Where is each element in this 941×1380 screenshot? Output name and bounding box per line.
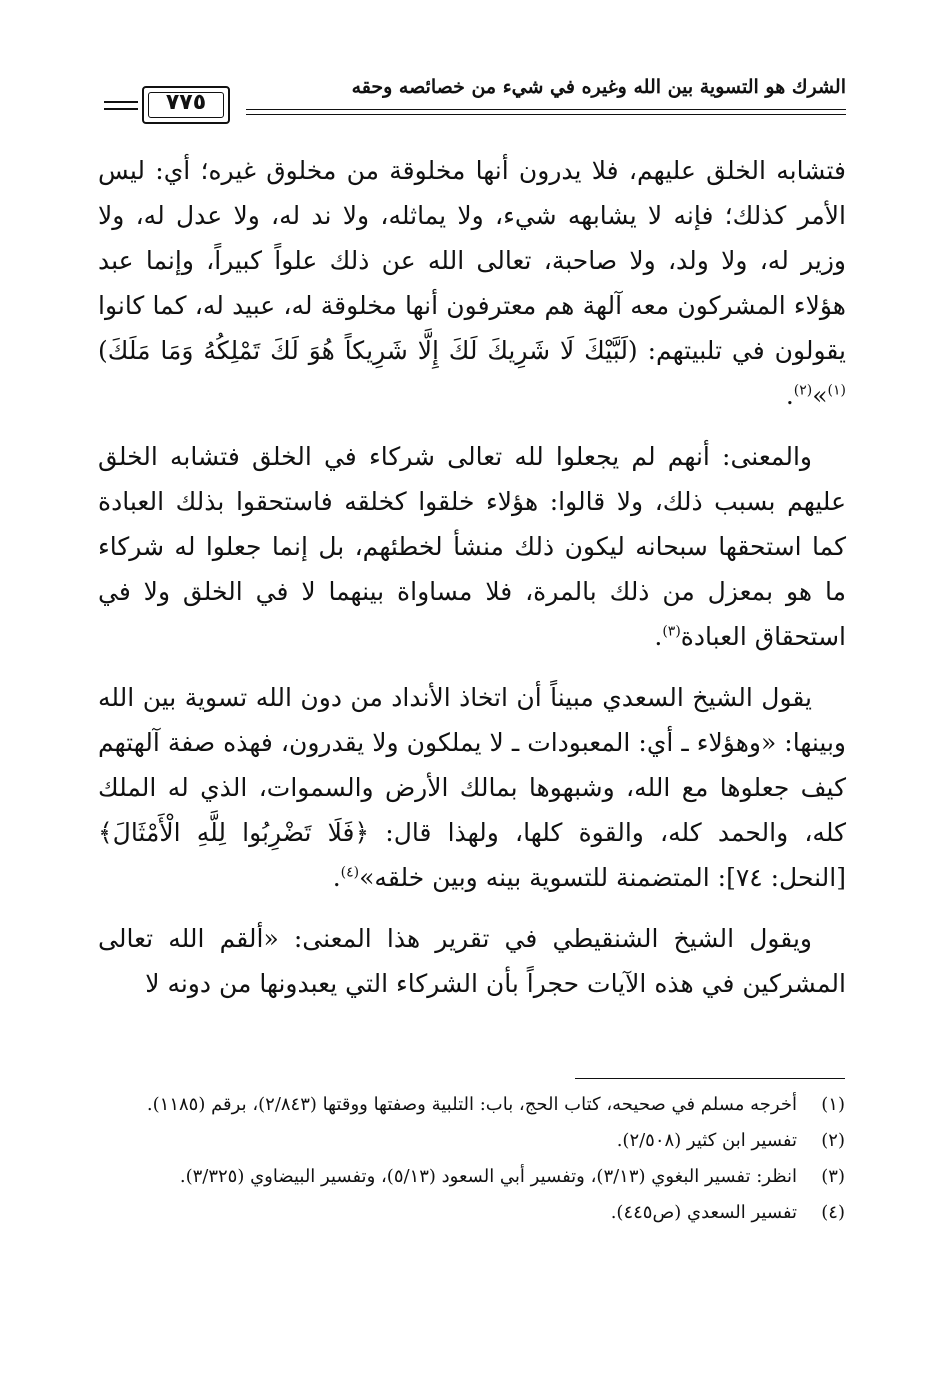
- footnote-number: (٢): [821, 1130, 845, 1151]
- footnote-number: (١): [821, 1094, 845, 1115]
- paragraph-3-end: .: [332, 863, 341, 892]
- paragraph-1-quote-close: »: [812, 381, 828, 410]
- ornament-line: [104, 108, 138, 110]
- paragraph-2: [98, 434, 846, 659]
- paragraph-3-text: يقول الشيخ السعدي مبيناً أن اتخاذ الأنداد من دون الله تسوية بين الله وبينها: «وهؤلاء ـ أي: المعبودات ـ لا يملكون ولا يقدرون، فهذه صفة آلهتهم كيف جعلوها مع الله، وشبهوها بمالك الأرض والسموات، الذي له الملك كله، والحمد كله، والقوة كلها، ولهذا قال: ﴿فَلَا تَضْرِبُوا لِلَّهِ الْأَمْثَالَ﴾ [النحل: ٧٤]: المتضمنة للتسوية بينه وبين خلقه»: [98, 683, 846, 892]
- footnote-number: (٤): [821, 1202, 845, 1223]
- running-header: [96, 68, 846, 130]
- paragraph-1: [98, 148, 846, 418]
- footnote-item: [99, 1126, 845, 1155]
- footnote-ref-1: (١): [827, 382, 846, 399]
- ornament-line: [104, 101, 138, 103]
- running-header-title: الشرك هو التسوية بين الله وغيره في شيء من خصائصه وحقه: [351, 76, 846, 98]
- paragraph-3: [98, 675, 846, 900]
- footnotes: [99, 1090, 845, 1234]
- footnote-ref-4: (٤): [340, 864, 360, 881]
- page-number: ٧٧٥: [165, 90, 207, 115]
- header-rule: [246, 109, 846, 110]
- footnote-ref-3: (٣): [662, 623, 681, 640]
- footnote-text: تفسير ابن كثير (٢/٥٠٨).: [616, 1130, 797, 1151]
- footnote-item: [99, 1162, 845, 1191]
- footnote-item: [99, 1090, 845, 1119]
- footnote-number: (٣): [821, 1166, 845, 1187]
- footnote-text: تفسير السعدي (ص٤٤٥).: [610, 1202, 797, 1223]
- paragraph-1-end: .: [785, 381, 794, 410]
- footnote-separator: [575, 1078, 845, 1079]
- page-number-ornament: [96, 84, 246, 128]
- paragraph-4-text: ويقول الشيخ الشنقيطي في تقرير هذا المعنى: «ألقم الله تعالى المشركين في هذه الآيات حجراً بأن الشركاء التي يعبدونها من دونه لا: [98, 924, 846, 998]
- paragraph-1-text: فتشابه الخلق عليهم، فلا يدرون أنها مخلوقة من مخلوق غيره؛ أي: ليس الأمر كذلك؛ فإنه لا يشابهه شيء، ولا يماثله، ولا ند له، ولا عدل له، ولا وزير له، ولا ولد، ولا صاحبة، تعالى الله عن ذلك علواً كبيراً، وإنما عبد هؤلاء المشركون معه آلهة هم معترفون أنها مخلوقة له، عبيد له، كما كانوا يقولون في تلبيتهم: (لَبَّيْكَ لَا شَرِيكَ لَكَ إِلَّا شَرِيكاً هُوَ لَكَ تَمْلِكُهُ وَمَا مَلَكَ): [98, 156, 846, 365]
- paragraph-2-text: والمعنى: أنهم لم يجعلوا لله تعالى شركاء في الخلق فتشابه الخلق عليهم بسبب ذلك، ولا قالوا: هؤلاء خلقوا كخلقه فاستحقوا بذلك العبادة كما استحقها سبحانه ليكون ذلك منشأ لخطئهم، بل إنما جعلوا له شركاء ما هو بمعزل من ذلك بالمرة، فلا مساواة بينهما لا في الخلق ولا في استحقاق العبادة: [98, 442, 846, 651]
- footnote-item: [99, 1198, 845, 1227]
- page-number-frame: [142, 86, 230, 124]
- header-rule: [246, 114, 846, 115]
- paragraph-2-end: .: [654, 622, 663, 651]
- main-text: [98, 148, 846, 1022]
- footnote-text: أخرجه مسلم في صحيحه، كتاب الحج، باب: التلبية وصفتها ووقتها (٢/٨٤٣)، برقم (١١٨٥).: [146, 1094, 797, 1115]
- footnote-text: انظر: تفسير البغوي (٣/١٣)، وتفسير أبي السعود (٥/١٣)، وتفسير البيضاوي (٣/٣٢٥).: [179, 1166, 797, 1187]
- paragraph-4: [98, 916, 846, 1006]
- footnote-ref-2: (٢): [793, 382, 813, 399]
